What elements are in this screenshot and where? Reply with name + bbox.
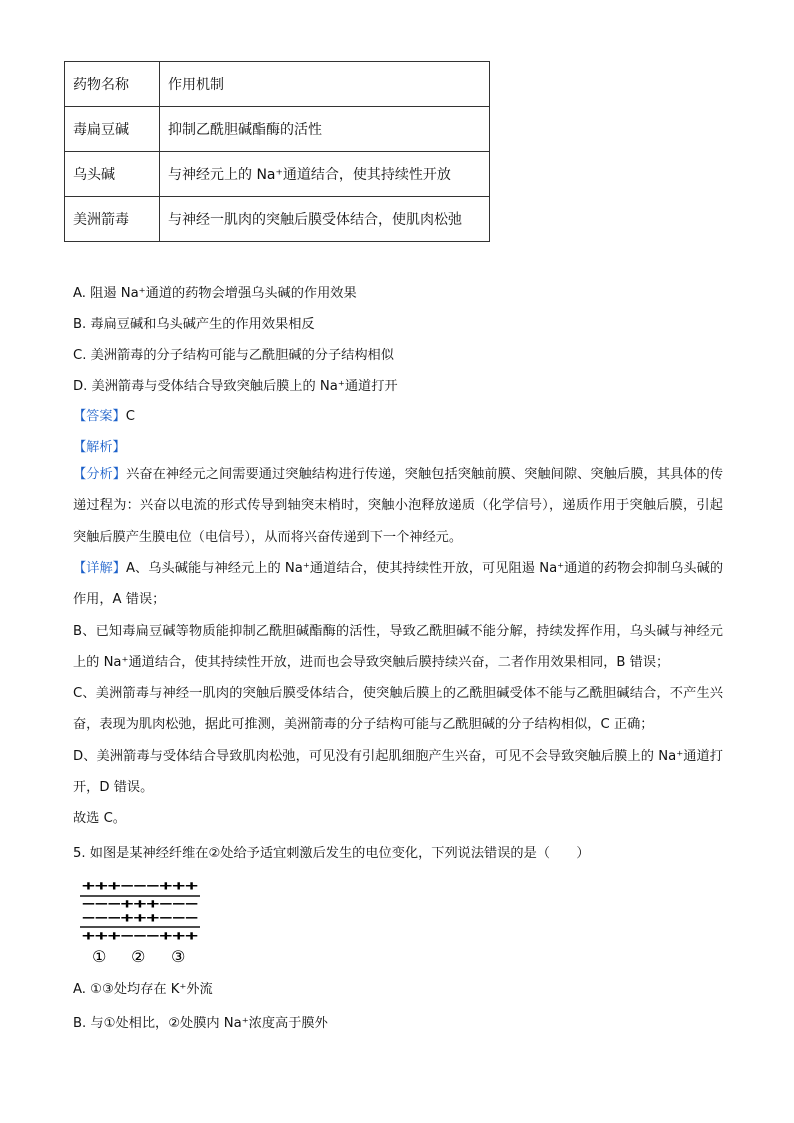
xiangjie-d: D、美洲箭毒与受体结合导致肌肉松弛，可见没有引起肌细胞产生兴奋，可见不会导致突触后膜上的 Na⁺通道打开，D 错误。 xyxy=(73,748,723,796)
drug-mechanism-table xyxy=(64,61,490,242)
fenxi-text: 兴奋在神经元之间需要通过突触结构进行传递，突触包括突触前膜、突触间隙、突触后膜，其具体的传递过程为：兴奋以电流的形式传导到轴突末梢时，突触小泡释放递质（化学信号），递质作用于突触后膜，引起突触后膜产生膜电位（电信号），从而将兴奋传递到下一个神经元。 xyxy=(73,467,724,545)
q4-option-c: C. 美洲箭毒的分子结构可能与乙酰胆碱的分子结构相似 xyxy=(73,348,394,363)
xiangjie-label: 【详解】 xyxy=(73,561,126,576)
analysis-xiangjie xyxy=(73,553,723,835)
analysis-heading: 【解析】 xyxy=(73,440,126,455)
q5-option-a: A. ①③处均存在 K⁺外流 xyxy=(73,982,213,997)
table-header-row xyxy=(65,62,490,107)
q4-option-d: D. 美洲箭毒与受体结合导致突触后膜上的 Na⁺通道打开 xyxy=(73,379,398,394)
q4-option-a: A. 阻遏 Na⁺通道的药物会增强乌头碱的作用效果 xyxy=(73,286,357,301)
membrane-row-3: −−−+++−−− xyxy=(82,911,199,926)
nerve-fiber-diagram xyxy=(78,874,208,969)
conclusion: 故选 C。 xyxy=(73,811,126,827)
q5-option-b: B. 与①处相比，②处膜内 Na⁺浓度高于膜外 xyxy=(73,1016,328,1031)
xiangjie-a: A、乌头碱能与神经元上的 Na⁺通道结合，使其持续性开放，可见阻遏 Na⁺通道的药物会抑制乌头碱的作用，A 错误； xyxy=(73,561,724,608)
analysis-fenxi xyxy=(73,459,723,553)
table-cell: 抑制乙酰胆碱酯酶的活性 xyxy=(160,107,490,152)
table-row xyxy=(65,152,490,197)
answer-label: 【答案】 xyxy=(73,409,126,424)
xiangjie-b: B、已知毒扁豆碱等物质能抑制乙酰胆碱酯酶的活性，导致乙酰胆碱不能分解，持续发挥作用，乌头碱与神经元上的 Na⁺通道结合，使其持续性开放，进而也会导致突触后膜持续兴奋，二者作用效果相同，B 错误； xyxy=(73,623,723,670)
fenxi-label: 【分析】 xyxy=(73,467,127,482)
table-header-cell: 作用机制 xyxy=(160,62,490,107)
site-label-2: ② xyxy=(131,947,146,966)
table-cell: 与神经一肌肉的突触后膜受体结合，使肌肉松弛 xyxy=(160,197,490,242)
question-5: 5. 如图是某神经纤维在②处给予适宜刺激后发生的电位变化，下列说法错误的是（ ） xyxy=(73,846,590,861)
answer-line xyxy=(73,405,135,424)
membrane-row-1: +++−−−+++ xyxy=(82,879,199,894)
membrane-row-2: −−−+++−−− xyxy=(82,897,199,912)
answer-value: C xyxy=(125,409,135,424)
table-cell: 与神经元上的 Na⁺通道结合，使其持续性开放 xyxy=(160,152,490,197)
table-row xyxy=(65,197,490,242)
site-label-3: ③ xyxy=(171,947,186,966)
q4-option-b: B. 毒扁豆碱和乌头碱产生的作用效果相反 xyxy=(73,317,315,332)
xiangjie-c: C、美洲箭毒与神经一肌肉的突触后膜受体结合，使突触后膜上的乙酰胆碱受体不能与乙酰胆碱结合，不产生兴奋，表现为肌肉松弛，据此可推测，美洲箭毒的分子结构可能与乙酰胆碱的分子结构相似，C 正确； xyxy=(73,686,723,733)
table-header-cell: 药物名称 xyxy=(65,62,160,107)
membrane-row-4: +++−−−+++ xyxy=(82,929,199,944)
site-label-1: ① xyxy=(92,947,107,966)
table-row xyxy=(65,107,490,152)
table-cell: 美洲箭毒 xyxy=(65,197,160,242)
table-cell: 乌头碱 xyxy=(65,152,160,197)
table-cell: 毒扁豆碱 xyxy=(65,107,160,152)
